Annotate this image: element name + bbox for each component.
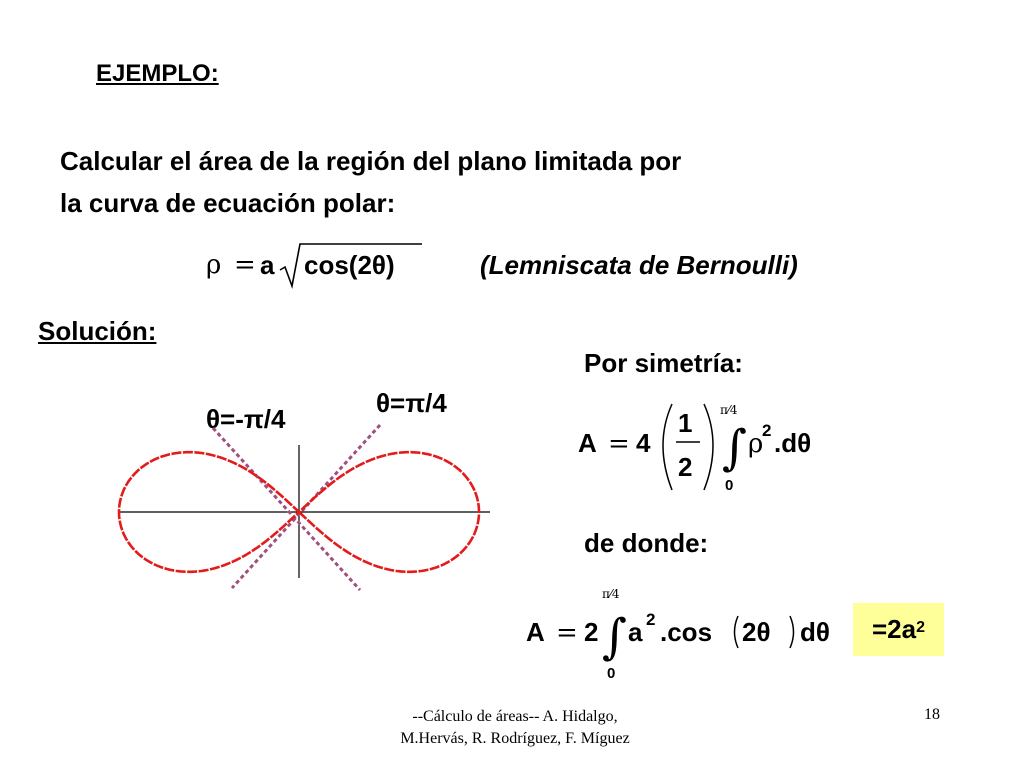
f1-paren-left: [663, 404, 672, 490]
page-number: 18: [924, 706, 940, 723]
solution-heading: Solución:: [38, 316, 157, 346]
f1-upper-limit: π⁄4: [720, 403, 738, 417]
f1-integral-sign: ∫: [722, 420, 748, 476]
f2-equals: =: [556, 618, 578, 648]
formula-result: [516, 576, 846, 686]
f1-exponent: 2: [762, 421, 772, 440]
f2-a: a: [628, 617, 643, 647]
formula-symmetry: [570, 392, 830, 502]
f1-denominator: 2: [678, 452, 693, 482]
f1-numerator: 1: [678, 408, 693, 438]
f2-coef: 2: [584, 617, 599, 647]
result-exponent: 2: [916, 618, 925, 636]
f2-lower-limit: 0: [607, 665, 616, 682]
coefficient-a: a: [260, 250, 275, 280]
problem-line-1: Calcular el área de la región del plano limitada por: [60, 146, 682, 176]
problem-line-2: la curva de ecuación polar:: [60, 188, 396, 218]
f2-exponent: 2: [646, 610, 656, 629]
line-theta-neg: [213, 428, 360, 590]
f2-paren-left: [735, 616, 739, 648]
footer-credits: [330, 706, 700, 750]
f2-paren-right: [790, 616, 794, 648]
theta-positive-label: θ=π/4: [376, 388, 447, 418]
f2-lhs: A: [526, 617, 545, 647]
f2-integral-sign: ∫: [602, 609, 628, 665]
f1-lower-limit: 0: [725, 477, 734, 494]
f1-coef: 4: [636, 428, 651, 458]
problem-statement: [60, 140, 920, 224]
rho-symbol: ρ: [206, 250, 222, 280]
lemniscate-figure: [110, 405, 500, 605]
f1-equals: =: [608, 429, 630, 459]
symmetry-label: Por simetría:: [584, 348, 743, 378]
f2-arg: 2θ: [742, 617, 771, 647]
f2-cos: .cos: [660, 617, 713, 647]
radicand: cos(2θ): [304, 250, 395, 280]
result-text: =2a: [871, 614, 917, 644]
f2-dtheta: dθ: [800, 617, 830, 647]
curve-name: (Lemniscata de Bernoulli): [480, 250, 798, 280]
f1-paren-right: [704, 404, 713, 490]
theta-negative-label: θ=-π/4: [206, 404, 286, 434]
polar-equation: [200, 240, 440, 290]
footer-line-2: M.Hervás, R. Rodríguez, F. Míguez: [400, 730, 630, 747]
result-box: [853, 603, 944, 656]
f1-rho: ρ: [748, 429, 764, 459]
slide-title: EJEMPLO:: [96, 60, 219, 87]
equals-sign: =: [234, 250, 256, 280]
f2-upper-limit: π⁄4: [602, 587, 620, 601]
f1-dtheta: .dθ: [774, 428, 812, 458]
footer-line-1: --Cálculo de áreas-- A. Hidalgo,: [412, 708, 618, 725]
from-where-label: de donde:: [584, 528, 709, 558]
f1-lhs: A: [578, 428, 597, 458]
